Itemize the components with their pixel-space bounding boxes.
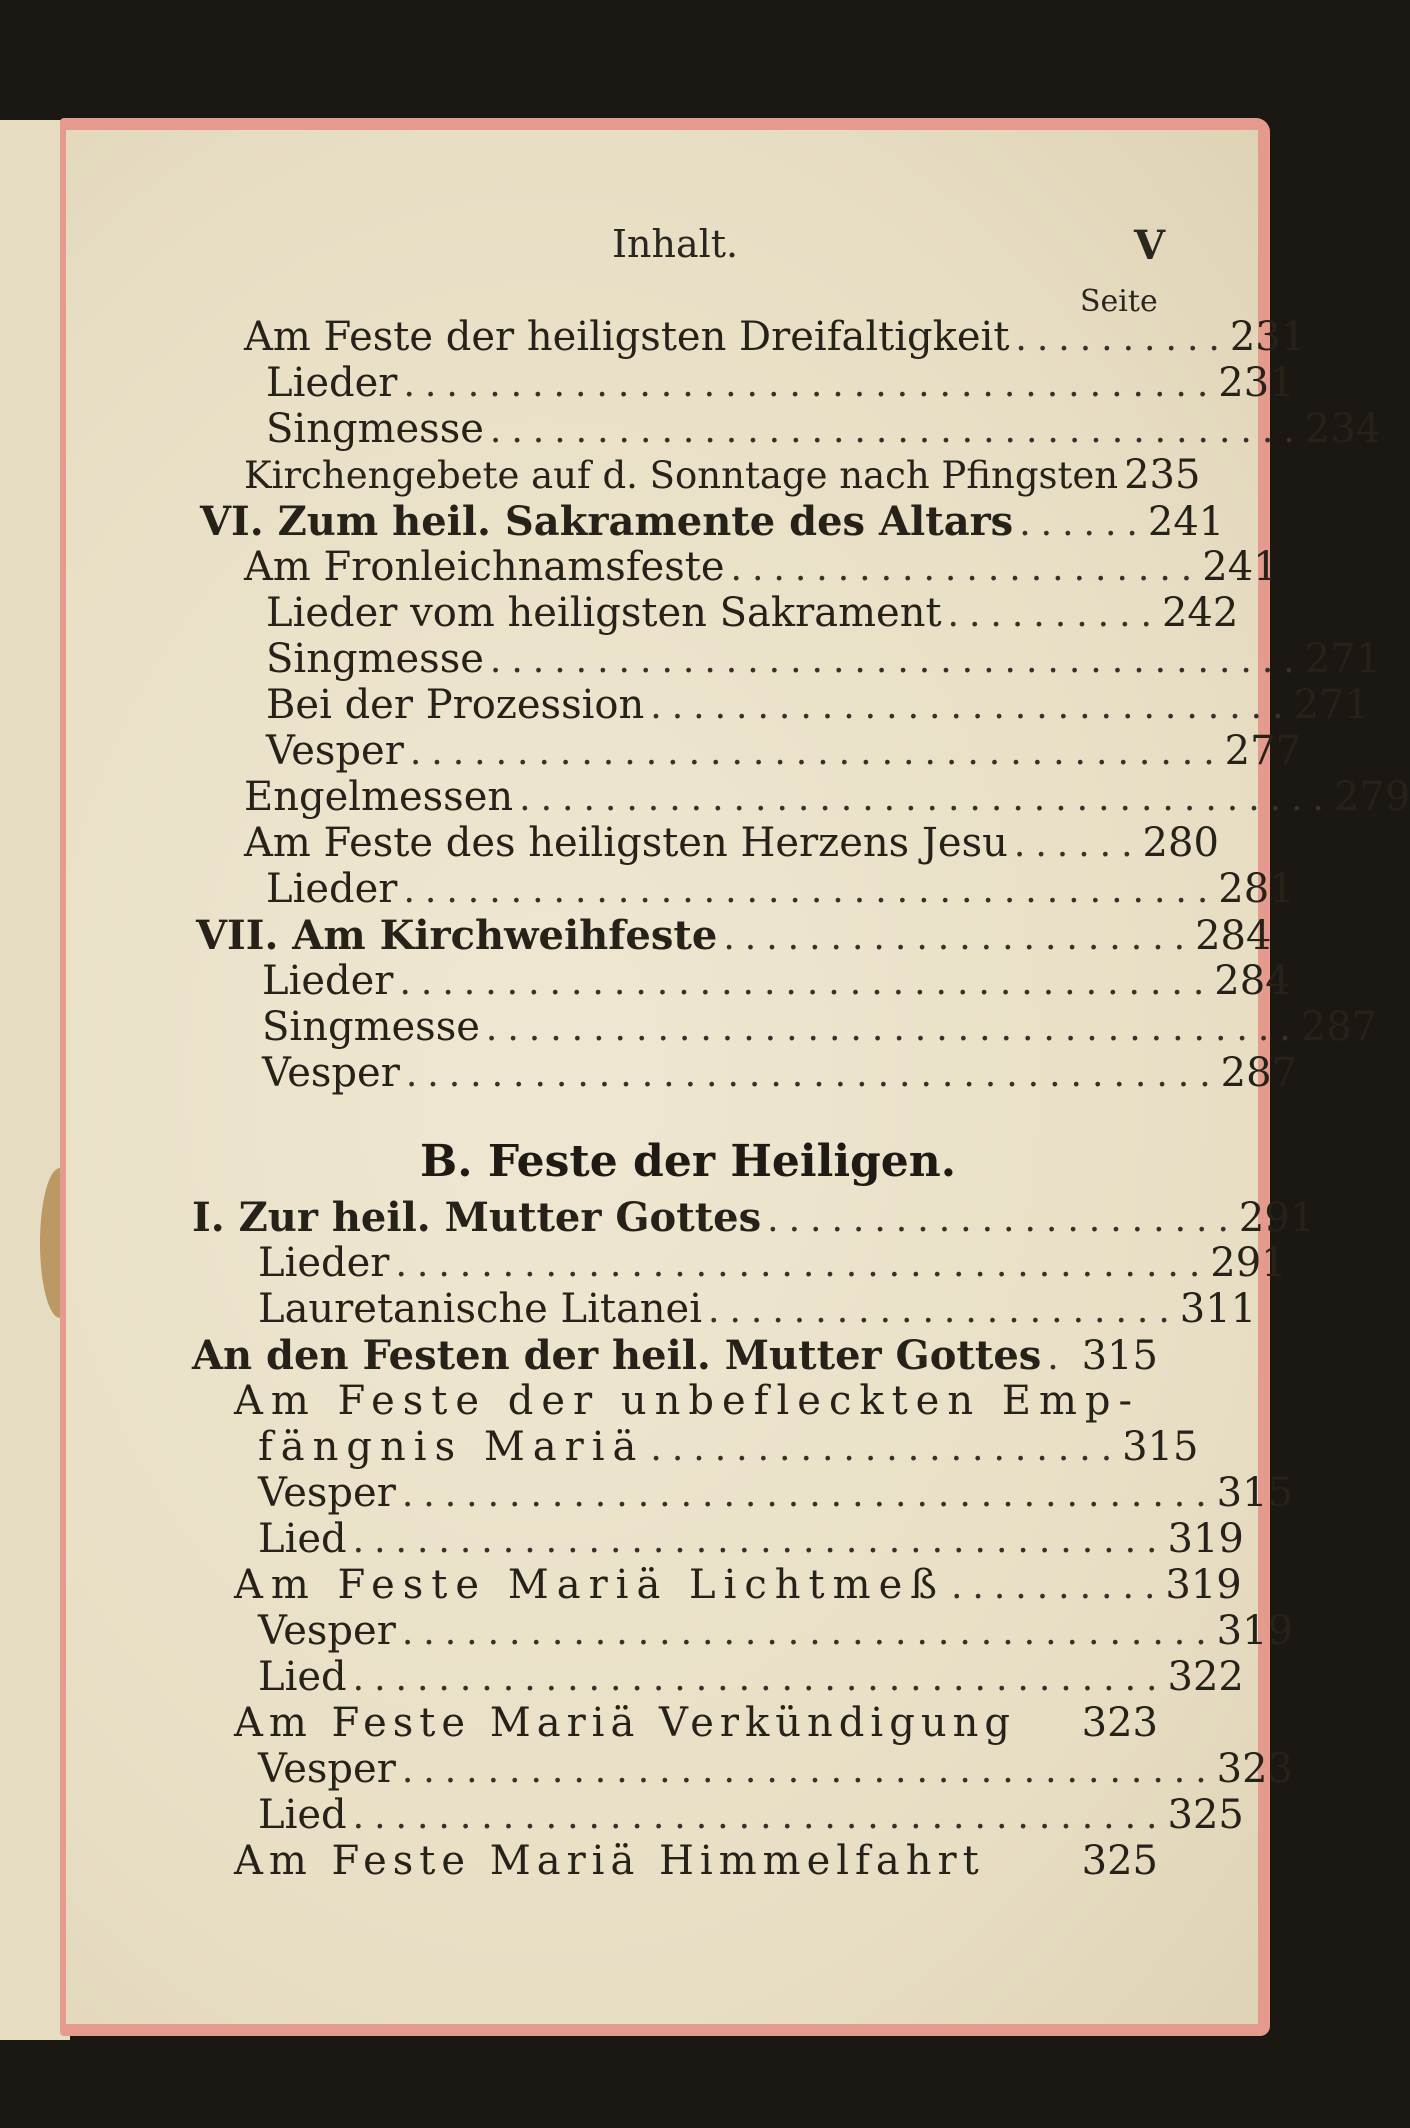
toc-entry-label: Vesper: [266, 728, 404, 774]
toc-entry: [266, 406, 1382, 452]
toc-entry: [234, 1838, 1158, 1884]
toc-entry-label: Lied: [258, 1516, 347, 1562]
toc-entry: [262, 1004, 1378, 1050]
page-header: [0, 222, 1318, 272]
toc-entry-page: 325: [1167, 1792, 1244, 1838]
toc-entry: [262, 958, 1291, 1004]
toc-entry-page: 277: [1224, 728, 1302, 774]
toc-entry-page: 284: [1214, 958, 1291, 1004]
toc-entry: [266, 866, 1295, 912]
toc-entry-page: 322: [1167, 1654, 1244, 1700]
toc-entry: [200, 498, 1225, 545]
toc-entry-page: 319: [1216, 1608, 1294, 1654]
toc-entry-label: Lauretanische Litanei: [258, 1286, 703, 1332]
toc-entry-page: 319: [1165, 1562, 1242, 1608]
toc-entry-page: 242: [1161, 590, 1239, 636]
toc-entry-label: Singmesse: [262, 1004, 480, 1050]
toc-entry-page: 315: [1081, 1333, 1158, 1379]
leader-dots: ......................................: [405, 1054, 1221, 1095]
toc-entry: [234, 1700, 1158, 1746]
toc-entry-label: Lieder vom heiligsten Sakrament: [266, 590, 942, 636]
toc-entry-label: Bei der Prozession: [266, 682, 645, 728]
leader-dots: ......................................: [401, 1750, 1217, 1791]
leader-dots: ......................................: [519, 778, 1334, 819]
toc-entry: [266, 728, 1302, 774]
toc-entry: [258, 1470, 1294, 1516]
leader-dots: ......................: [708, 1290, 1180, 1331]
toc-entry: [258, 1792, 1244, 1838]
toc-entry-label: Lieder: [258, 1240, 390, 1286]
toc-entry-page: 280: [1142, 820, 1219, 866]
toc-entry: [258, 1746, 1294, 1792]
toc-entry-page: 311: [1179, 1286, 1257, 1332]
leader-dots: ......................................: [403, 870, 1219, 911]
leader-dots: ......................................: [399, 962, 1215, 1003]
toc-entry-label: Singmesse: [266, 636, 484, 682]
toc-entry-page: 279: [1333, 774, 1410, 820]
leader-dots: ..........: [947, 594, 1162, 635]
toc-entry: [258, 1654, 1244, 1700]
toc-entry: [192, 1332, 1158, 1378]
toc-entry: [262, 1050, 1298, 1096]
toc-entry: [234, 1562, 1242, 1608]
toc-entry-page: 271: [1304, 636, 1382, 682]
toc-entry: [244, 820, 1219, 866]
toc-entry: [258, 1424, 1199, 1470]
toc-entry: [244, 452, 1201, 498]
toc-entry-page: 315: [1122, 1424, 1199, 1470]
toc-entry-page: 284: [1195, 913, 1272, 959]
toc-entry-label: I. Zur heil. Mutter Gottes: [192, 1194, 762, 1241]
toc-entry-page: 235: [1124, 452, 1201, 498]
leader-dots: ......................: [730, 548, 1203, 589]
toc-entry: [244, 314, 1307, 360]
toc-entry: [266, 682, 1370, 728]
page-title: Inhalt.: [612, 222, 739, 266]
toc-entry: [266, 590, 1239, 636]
leader-dots: ..........: [950, 1566, 1166, 1607]
toc-entry-label: Lieder: [266, 866, 398, 912]
leader-dots: ......................................: [489, 410, 1305, 451]
toc-entry-page: 323: [1081, 1700, 1158, 1746]
toc-entry-label: Vesper: [262, 1050, 400, 1096]
leader-dots: ......................................: [352, 1796, 1168, 1837]
leader-dots: ......................................: [401, 1612, 1217, 1653]
leader-dots: ......................................: [401, 1474, 1217, 1515]
toc-entry-page: 231: [1218, 360, 1295, 406]
toc-entry-label: Vesper: [258, 1608, 396, 1654]
leader-dots: ......................: [723, 917, 1196, 958]
toc-entry-page: 241: [1147, 499, 1225, 545]
toc-entry-label: Lied: [258, 1792, 347, 1838]
toc-entry-label: Vesper: [258, 1470, 396, 1516]
toc-entry: [234, 1378, 1158, 1424]
toc-entry: [258, 1516, 1244, 1562]
toc-entry-page: 287: [1220, 1050, 1298, 1096]
toc-entry-label: Am Feste des heiligsten Herzens Jesu: [244, 820, 1008, 866]
toc-entry-label: Am Feste der heiligsten Dreifaltigkeit: [244, 314, 1010, 360]
leader-dots: ......................: [650, 1428, 1123, 1469]
column-heading: Seite: [1080, 284, 1158, 319]
toc-entry-page: 271: [1293, 682, 1370, 728]
toc-entry-label: VII. Am Kirchweihfeste: [196, 912, 718, 959]
toc-entry-page: 231: [1229, 314, 1307, 360]
leader-dots: ......................................: [489, 640, 1305, 681]
toc-entry-label: Lied: [258, 1654, 347, 1700]
toc-entry-label: Singmesse: [266, 406, 484, 452]
toc-entry-label: Lieder: [262, 958, 394, 1004]
leader-dots: ..............................: [650, 686, 1294, 727]
toc-entry-label: Am Feste Mariä Lichtmeß: [234, 1562, 945, 1608]
leader-dots: ......................................: [395, 1244, 1211, 1285]
toc-entry-label: fängnis Mariä: [258, 1424, 645, 1470]
page-number: V: [1134, 222, 1166, 269]
leader-dots: ......: [1019, 503, 1148, 544]
toc-entry-label: An den Festen der heil. Mutter Gottes: [192, 1332, 1042, 1379]
toc-entry-label: Am Fronleichnamsfeste: [244, 544, 725, 590]
toc-entry-label: Lieder: [266, 360, 398, 406]
toc-entry: [192, 1194, 1316, 1241]
toc-entry-label: VI. Zum heil. Sakramente des Altars: [200, 498, 1014, 545]
section-heading: B. Feste der Heiligen.: [420, 1136, 957, 1187]
leader-dots: .: [1047, 1337, 1069, 1378]
toc-entry-page: 241: [1202, 544, 1279, 590]
leader-dots: ......................................: [352, 1520, 1168, 1561]
toc-entry-label: Engelmessen: [244, 774, 514, 820]
toc-entry-page: 325: [1081, 1838, 1158, 1884]
toc-entry: [244, 544, 1279, 590]
toc-entry-label: Am Feste der unbefleckten Emp-: [234, 1378, 1141, 1424]
toc-entry: [266, 360, 1295, 406]
leader-dots: ......: [1013, 824, 1143, 865]
toc-entry: [258, 1240, 1287, 1286]
toc-entry: [266, 636, 1382, 682]
toc-entry-page: 323: [1216, 1746, 1294, 1792]
toc-entry-page: 315: [1216, 1470, 1294, 1516]
leader-dots: ......................................: [352, 1658, 1168, 1699]
toc-entry-label: Vesper: [258, 1746, 396, 1792]
toc-entry: [244, 774, 1410, 820]
leader-dots: ......................................: [403, 364, 1219, 405]
leader-dots: ......................................: [485, 1008, 1301, 1049]
toc-entry-page: 319: [1167, 1516, 1244, 1562]
toc-entry-page: 291: [1238, 1195, 1316, 1241]
toc-entry: [258, 1608, 1294, 1654]
leader-dots: ......................: [767, 1199, 1239, 1240]
toc-entry-label: Am Feste Mariä Himmelfahrt: [234, 1838, 985, 1884]
toc-entry-label: Am Feste Mariä Verkündigung: [234, 1700, 1016, 1746]
toc-entry: [258, 1286, 1257, 1332]
leader-dots: ......................................: [409, 732, 1225, 773]
toc-entry-page: 291: [1210, 1240, 1287, 1286]
leader-dots: ..........: [1015, 318, 1230, 359]
toc-entry-page: 287: [1300, 1004, 1378, 1050]
toc-entry-label: Kirchengebete auf d. Sonntage nach Pfingsten: [244, 454, 1119, 497]
toc-entry-page: 281: [1218, 866, 1295, 912]
toc-entry-page: 234: [1304, 406, 1382, 452]
toc-entry: [196, 912, 1272, 959]
